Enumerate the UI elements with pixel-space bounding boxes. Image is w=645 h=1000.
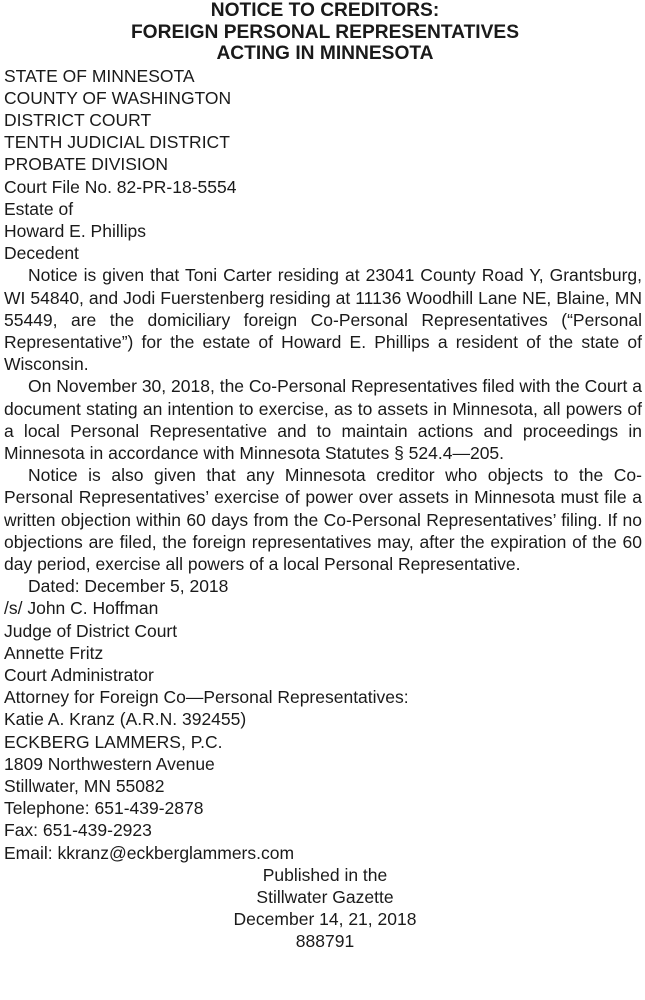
- title-line-3: ACTING IN MINNESOTA: [216, 43, 434, 64]
- law-firm-name: ECKBERG LAMMERS, P.C.: [4, 731, 223, 752]
- notice-title: [4, 0, 642, 65]
- case-caption: [4, 65, 642, 265]
- publication-dates: December 14, 21, 2018: [233, 909, 417, 930]
- decedent-label: Decedent: [4, 243, 79, 264]
- publication-number: 888791: [295, 931, 355, 952]
- notice-paragraph-representatives: Notice is given that Toni Carter residing at 23041 County Road Y, Grantsburg, WI 54840, and Jodi Fuerstenberg residing at 11136 Woodhill Lane NE, Blaine, MN 55449, are the domiciliary foreign Co-Personal Representatives (“Personal Representative”) for the estate of Howard E. Phillips a resident of the state of Wisconsin.: [4, 265, 642, 375]
- firm-city-state-zip: Stillwater, MN 55082: [4, 776, 165, 796]
- signature-block: [4, 575, 642, 686]
- judge-title: Judge of District Court: [4, 620, 178, 641]
- attorney-telephone: Telephone: 651-439-2878: [4, 798, 204, 819]
- published-in-label: Published in the: [262, 864, 388, 885]
- dated-line: Dated: December 5, 2018: [28, 576, 229, 597]
- caption-district: TENTH JUDICIAL DISTRICT: [4, 132, 230, 153]
- caption-division: PROBATE DIVISION: [4, 154, 169, 175]
- decedent-name: Howard E. Phillips: [4, 220, 146, 241]
- notice-paragraph-filing: On November 30, 2018, the Co-Personal Representatives filed with the Court a document stating an intention to exercise, as to assets in Minnesota, all powers of a local Personal Representative and to maintain actions and proceedings in Minnesota in accordance with Minnesota Statutes § 524.4—205.: [4, 376, 642, 463]
- caption-county: COUNTY OF WASHINGTON: [4, 87, 232, 108]
- estate-of-label: Estate of: [4, 198, 74, 219]
- publication-block: [4, 864, 642, 953]
- title-line-1: NOTICE TO CREDITORS:: [210, 0, 440, 21]
- caption-state: STATE OF MINNESOTA: [4, 65, 195, 86]
- court-administrator-name: Annette Fritz: [4, 642, 104, 663]
- court-file-number: Court File No. 82-PR-18-5554: [4, 176, 237, 197]
- attorney-heading: Attorney for Foreign Co—Personal Representatives:: [4, 687, 409, 708]
- notice-paragraph-objection: Notice is also given that any Minnesota creditor who objects to the Co-Personal Representatives’ exercise of power over assets in Minnesota must file a written objection within 60 days from the Co-Personal Representatives’ filing. If no objections are filed, the foreign representatives may, after the expiration of the 60 day period, exercise all powers of a local Personal Representative.: [4, 465, 642, 574]
- judge-signature: /s/ John C. Hoffman: [4, 598, 159, 619]
- legal-notice: [4, 0, 642, 953]
- attorney-name: Katie A. Kranz (A.R.N. 392455): [4, 709, 247, 730]
- attorney-block: [4, 686, 642, 864]
- newspaper-name: Stillwater Gazette: [256, 887, 394, 908]
- caption-court: DISTRICT COURT: [4, 109, 152, 130]
- attorney-email: Email: kkranz@eckberglammers.com: [4, 842, 295, 863]
- court-administrator-title: Court Administrator: [4, 664, 154, 685]
- title-line-2: FOREIGN PERSONAL REPRESENTATIVES: [130, 21, 520, 43]
- attorney-fax: Fax: 651-439-2923: [4, 820, 152, 841]
- firm-street-address: 1809 Northwestern Avenue: [4, 753, 215, 774]
